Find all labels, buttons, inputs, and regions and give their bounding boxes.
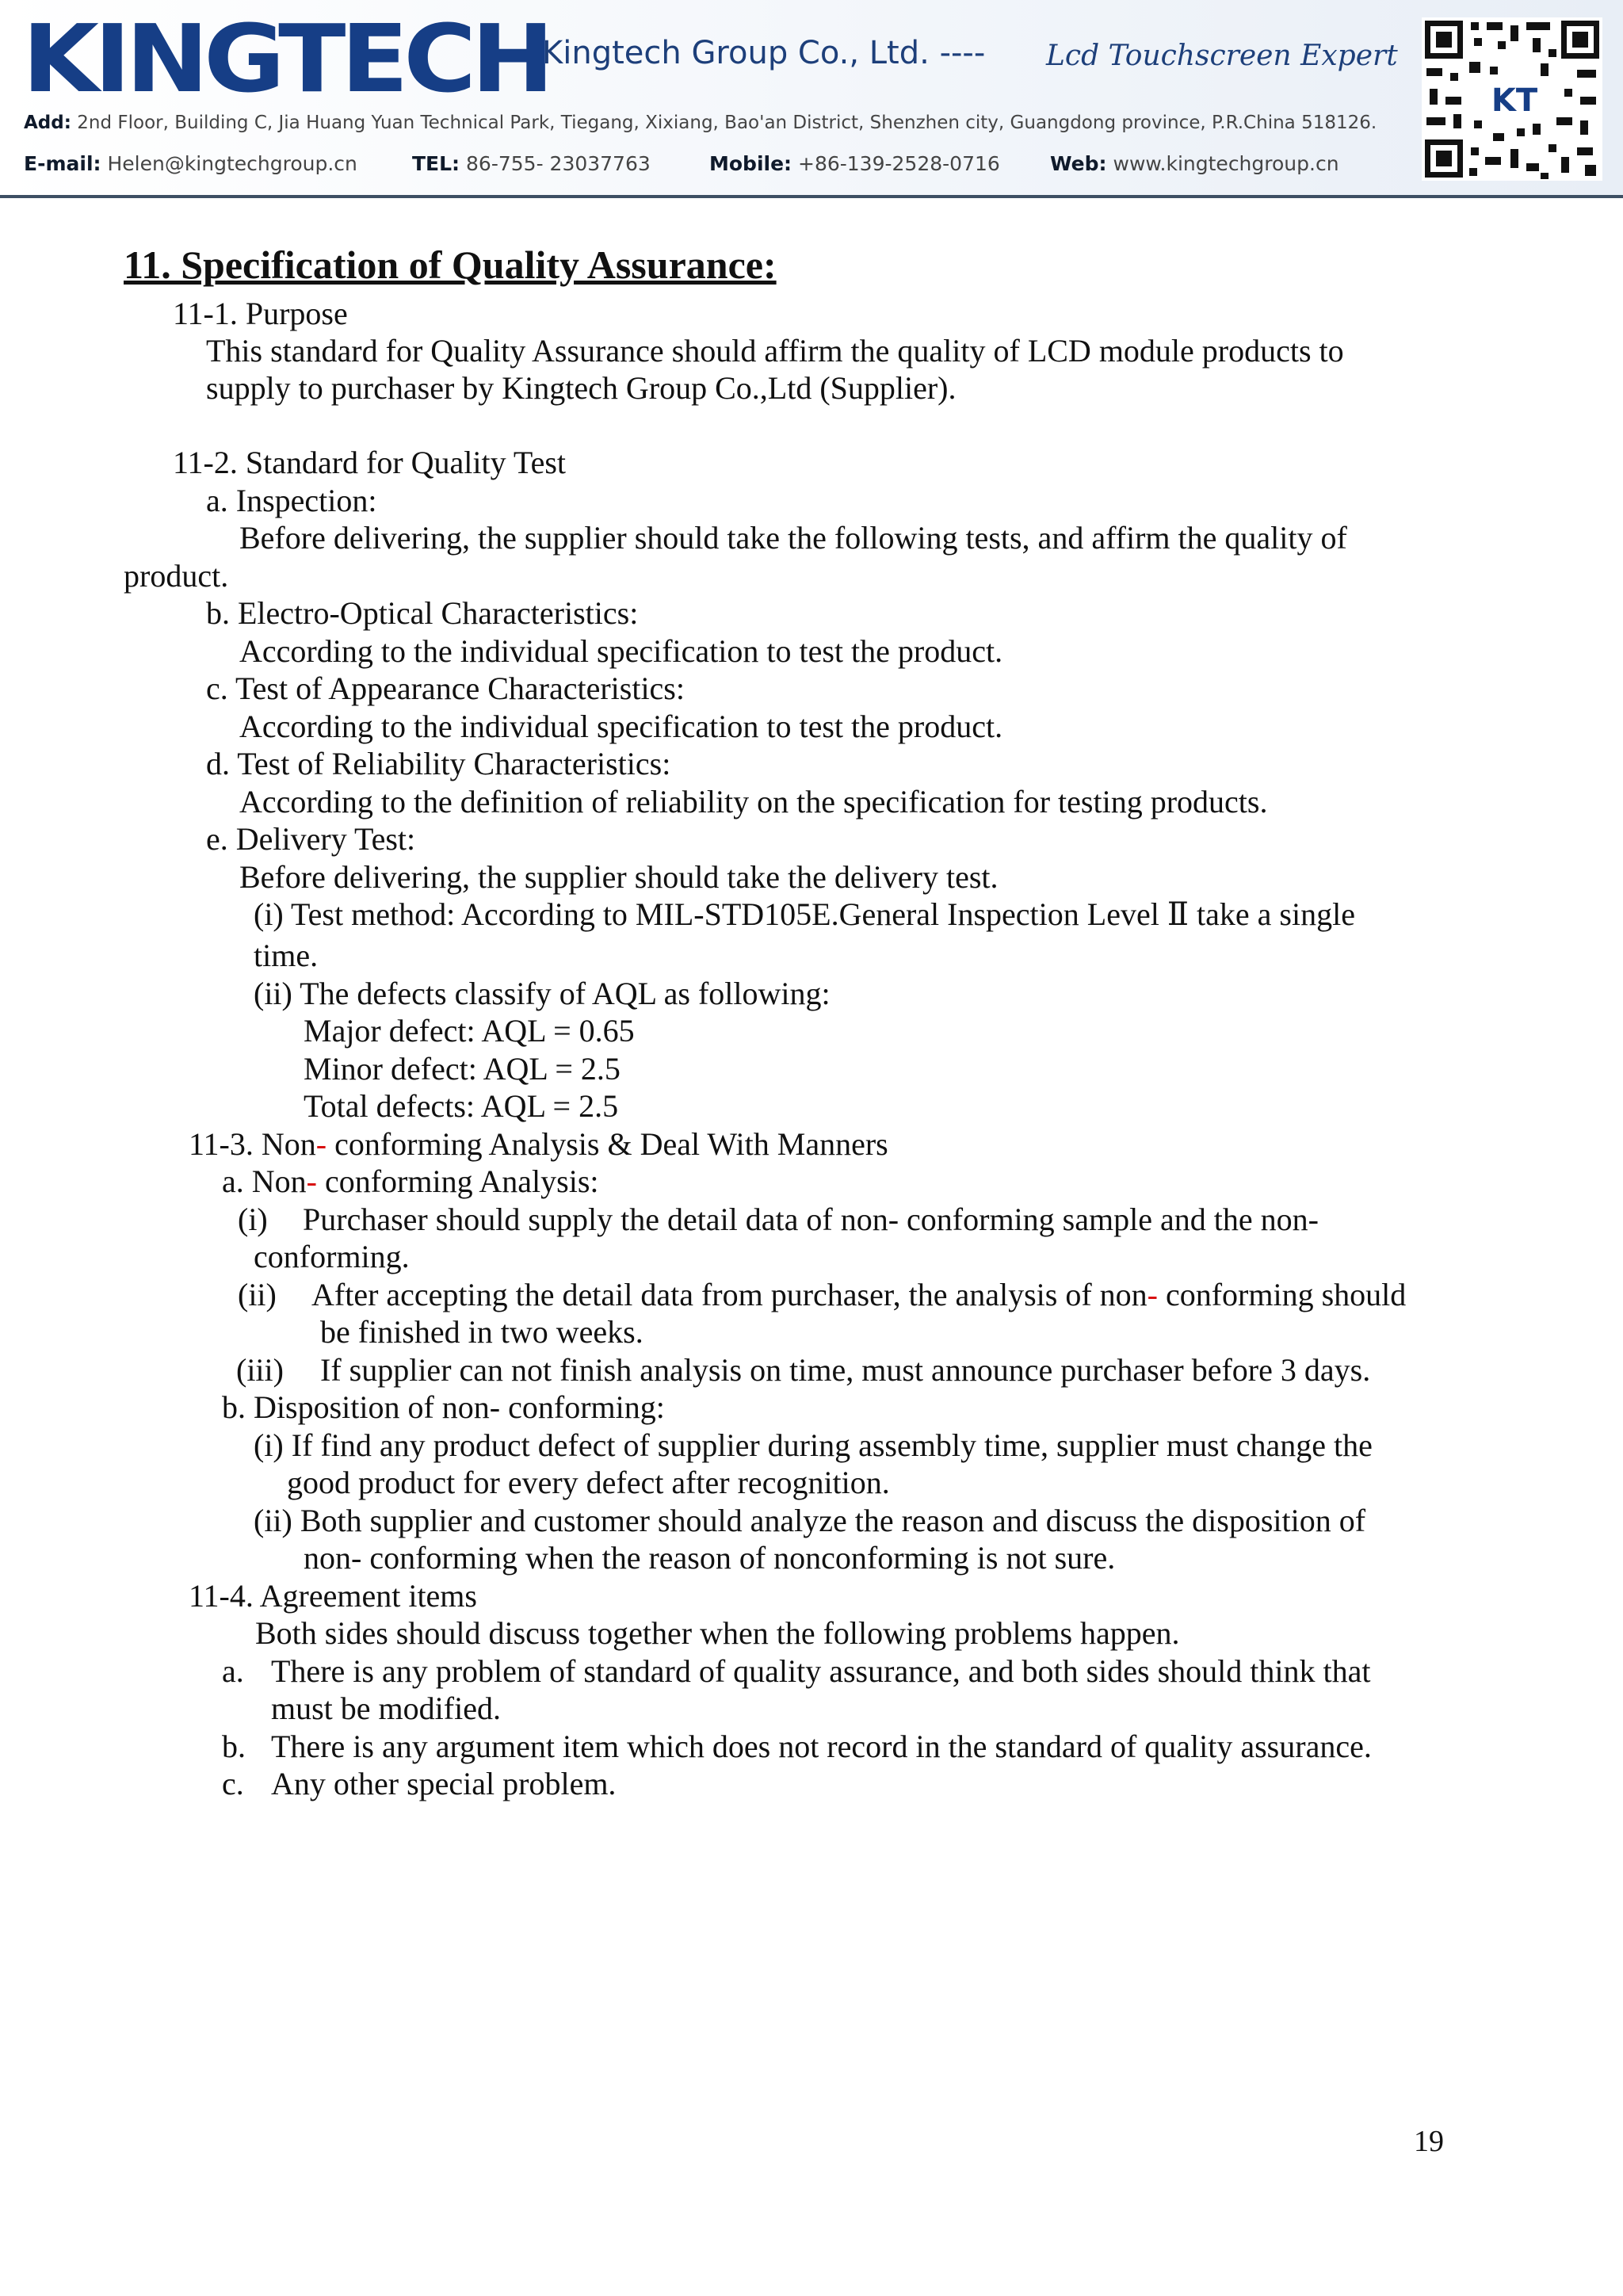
minor-defect-aql: Minor defect: AQL = 2.5 — [304, 1051, 621, 1087]
section-title: 11. Specification of Quality Assurance: — [124, 243, 777, 287]
subsection-quality-test-title: 11-2. Standard for Quality Test — [173, 445, 566, 480]
reliability-text: According to the definition of reliability on the specification for testing products. — [239, 784, 1268, 819]
agreement-c-letter: c. — [222, 1766, 244, 1801]
address-line — [24, 113, 1377, 133]
analysis-title-part-2: conforming Analysis: — [316, 1163, 599, 1199]
nonconforming-title-part-2: conforming Analysis & Deal With Manners — [327, 1126, 888, 1162]
delivery-test-title: e. Delivery Test: — [206, 821, 416, 857]
address-label: Add: — [24, 113, 71, 133]
agreement-b-text: There is any argument item which does not record in the standard of quality assurance. — [271, 1729, 1372, 1764]
test-method-line-2: time. — [254, 938, 319, 973]
contact-line — [24, 152, 1339, 175]
mobile-label: Mobile: — [709, 152, 792, 175]
agreement-b-letter: b. — [222, 1729, 246, 1764]
inspection-title: a. Inspection: — [206, 483, 377, 518]
electro-optical-title: b. Electro-Optical Characteristics: — [206, 595, 639, 631]
disposition-i-line-1: (i) If find any product defect of supplier during assembly time, supplier must change the — [254, 1427, 1373, 1463]
analysis-ii-part-1: After accepting the detail data from purchaser, the analysis of non — [311, 1277, 1148, 1312]
nonconforming-title-part-1: 11-3. Non — [189, 1126, 316, 1162]
reliability-title: d. Test of Reliability Characteristics: — [206, 746, 671, 781]
web-block — [1050, 152, 1339, 175]
analysis-title-part-1: a. Non — [222, 1163, 307, 1199]
tagline: Lcd Touchscreen Expert — [1046, 40, 1398, 72]
web-link[interactable]: www.kingtechgroup.cn — [1113, 152, 1339, 175]
analysis-title-dash: - — [306, 1163, 317, 1199]
purpose-text-line-2: supply to purchaser by Kingtech Group Co.,Ltd (Supplier). — [206, 370, 957, 406]
agreement-c-text: Any other special problem. — [271, 1766, 617, 1801]
agreement-intro: Both sides should discuss together when the following problems happen. — [255, 1615, 1180, 1651]
analysis-item-iii-text: If supplier can not finish analysis on time, must announce purchaser before 3 days. — [320, 1352, 1371, 1388]
purpose-text-line-1: This standard for Quality Assurance should affirm the quality of LCD module products to — [206, 333, 1344, 369]
analysis-item-i-number: (i) — [238, 1201, 268, 1237]
disposition-ii-line-1: (ii) Both supplier and customer should analyze the reason and discuss the disposition of — [254, 1503, 1366, 1538]
mobile-value: +86-139-2528-0716 — [798, 152, 1000, 175]
analysis-item-i-line-2: conforming. — [254, 1239, 410, 1274]
total-defects-aql: Total defects: AQL = 2.5 — [304, 1088, 619, 1124]
mobile-block — [709, 152, 1050, 175]
electro-optical-text: According to the individual specification to test the product. — [239, 633, 1003, 669]
analysis-item-ii-line-2: be finished in two weeks. — [320, 1314, 643, 1350]
email-block — [24, 152, 412, 175]
letterhead — [0, 0, 1623, 198]
disposition-title: b. Disposition of non- conforming: — [222, 1389, 665, 1425]
tel-block — [412, 152, 709, 175]
delivery-test-text: Before delivering, the supplier should take the delivery test. — [239, 859, 999, 895]
analysis-item-ii-line-1 — [311, 1276, 1406, 1313]
tel-label: TEL: — [412, 152, 460, 175]
analysis-ii-dash: - — [1147, 1277, 1158, 1312]
disposition-i-line-2: good product for every defect after recognition. — [287, 1465, 890, 1500]
email-label: E-mail: — [24, 152, 101, 175]
address-value: 2nd Floor, Building C, Jia Huang Yuan Technical Park, Tiegang, Xixiang, Bao'an District, Shenzhen city, Guangdong province, P.R.China 518126. — [77, 113, 1377, 133]
test-method-line-1: (i) Test method: According to MIL-STD105E.General Inspection Level Ⅱ take a single — [254, 896, 1355, 932]
company-name: Kingtech Group Co., Ltd. ---- — [542, 35, 986, 71]
nonconforming-analysis-title — [222, 1163, 599, 1200]
tel-value: 86-755- 23037763 — [466, 152, 651, 175]
appearance-text: According to the individual specification to test the product. — [239, 709, 1003, 744]
analysis-item-iii-number: (iii) — [236, 1352, 284, 1388]
subsection-agreement-title: 11-4. Agreement items — [189, 1578, 477, 1614]
email-link[interactable]: Helen@kingtechgroup.cn — [107, 152, 357, 175]
appearance-title: c. Test of Appearance Characteristics: — [206, 670, 685, 706]
subsection-nonconforming-title — [189, 1125, 888, 1163]
qr-badge-text: KT — [1491, 82, 1538, 119]
disposition-ii-line-2: non- conforming when the reason of nonconforming is not sure. — [304, 1540, 1116, 1576]
inspection-text-line-1: Before delivering, the supplier should take the following tests, and affirm the quality of — [239, 520, 1347, 556]
inspection-text-line-2: product. — [124, 558, 229, 594]
aql-classification-line: (ii) The defects classify of AQL as following: — [254, 976, 831, 1011]
agreement-a-letter: a. — [222, 1653, 244, 1689]
major-defect-aql: Major defect: AQL = 0.65 — [304, 1013, 635, 1049]
agreement-a-line-2: must be modified. — [271, 1690, 501, 1726]
page-number: 19 — [1414, 2125, 1444, 2158]
qr-code-icon — [1422, 17, 1602, 181]
analysis-item-ii-number: (ii) — [238, 1277, 277, 1312]
agreement-a-line-1: There is any problem of standard of quality assurance, and both sides should think that — [271, 1653, 1371, 1689]
nonconforming-title-dash: - — [315, 1126, 327, 1162]
subsection-purpose-title: 11-1. Purpose — [173, 296, 348, 331]
web-label: Web: — [1050, 152, 1107, 175]
analysis-ii-part-2: conforming should — [1157, 1277, 1407, 1312]
company-logo: KINGTECH — [22, 4, 549, 113]
analysis-item-i-line-1: Purchaser should supply the detail data of non- conforming sample and the non- — [303, 1201, 1319, 1237]
